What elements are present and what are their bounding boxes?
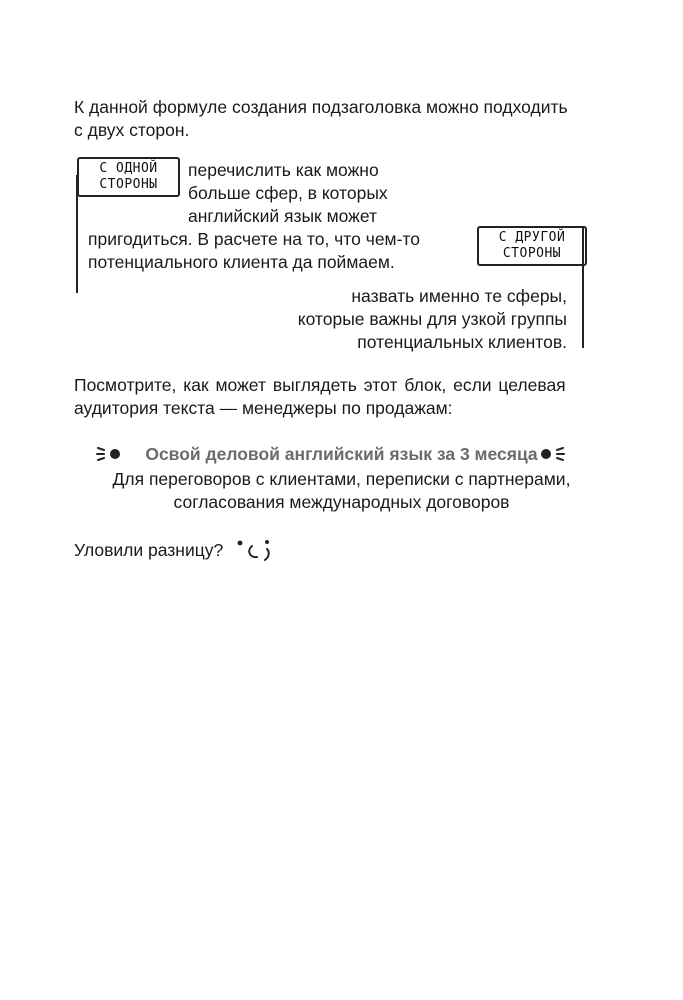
- intro-line-1: К данной формуле создания подзаголовка можно подходить: [74, 97, 568, 117]
- intro-line-2: с двух сторон.: [74, 120, 190, 140]
- side-two-line-1: назвать именно те сферы,: [351, 286, 567, 306]
- side-one-line-1: перечислить как можно: [188, 160, 379, 180]
- example-subtitle-line-1: Для переговоров с клиентами, переписки с партнерами,: [112, 469, 571, 489]
- example-intro-line-1: Посмотрите, как может выглядеть этот блок, если целевая: [74, 375, 566, 395]
- side-two-label-line-1: С ДРУГОЙ: [498, 230, 566, 245]
- side-one-line-4: пригодиться. В расчете на то, что чем-то: [88, 229, 420, 249]
- outro-question: Уловили разницу?: [74, 540, 224, 560]
- side-one-line-2: больше сфер, в которых: [188, 183, 388, 203]
- side-two-label-line-2: СТОРОНЫ: [502, 246, 562, 261]
- side-one-label-line-2: СТОРОНЫ: [99, 177, 158, 192]
- side-two-bracket-line: [582, 228, 584, 348]
- example-headline: Освой деловой английский язык за 3 месяца: [145, 444, 538, 464]
- side-two-line-2: которые важны для узкой группы: [297, 309, 567, 329]
- side-one-line-5: потенциального клиента да поймаем.: [88, 252, 395, 272]
- sparkle-dot-icon-right: [538, 443, 566, 465]
- wink-smile-icon: [234, 536, 276, 564]
- side-two-line-3: потенциальных клиентов.: [357, 332, 567, 352]
- example-subtitle-line-2: согласования международных договоров: [173, 492, 510, 512]
- side-one-line-3: английский язык может: [188, 206, 378, 226]
- side-two-label: [477, 226, 587, 266]
- example-intro-line-2: аудитория текста — менеджеры по продажам:: [74, 398, 453, 418]
- side-one-label-line-1: С ОДНОЙ: [99, 161, 158, 176]
- side-one-label: [77, 157, 180, 197]
